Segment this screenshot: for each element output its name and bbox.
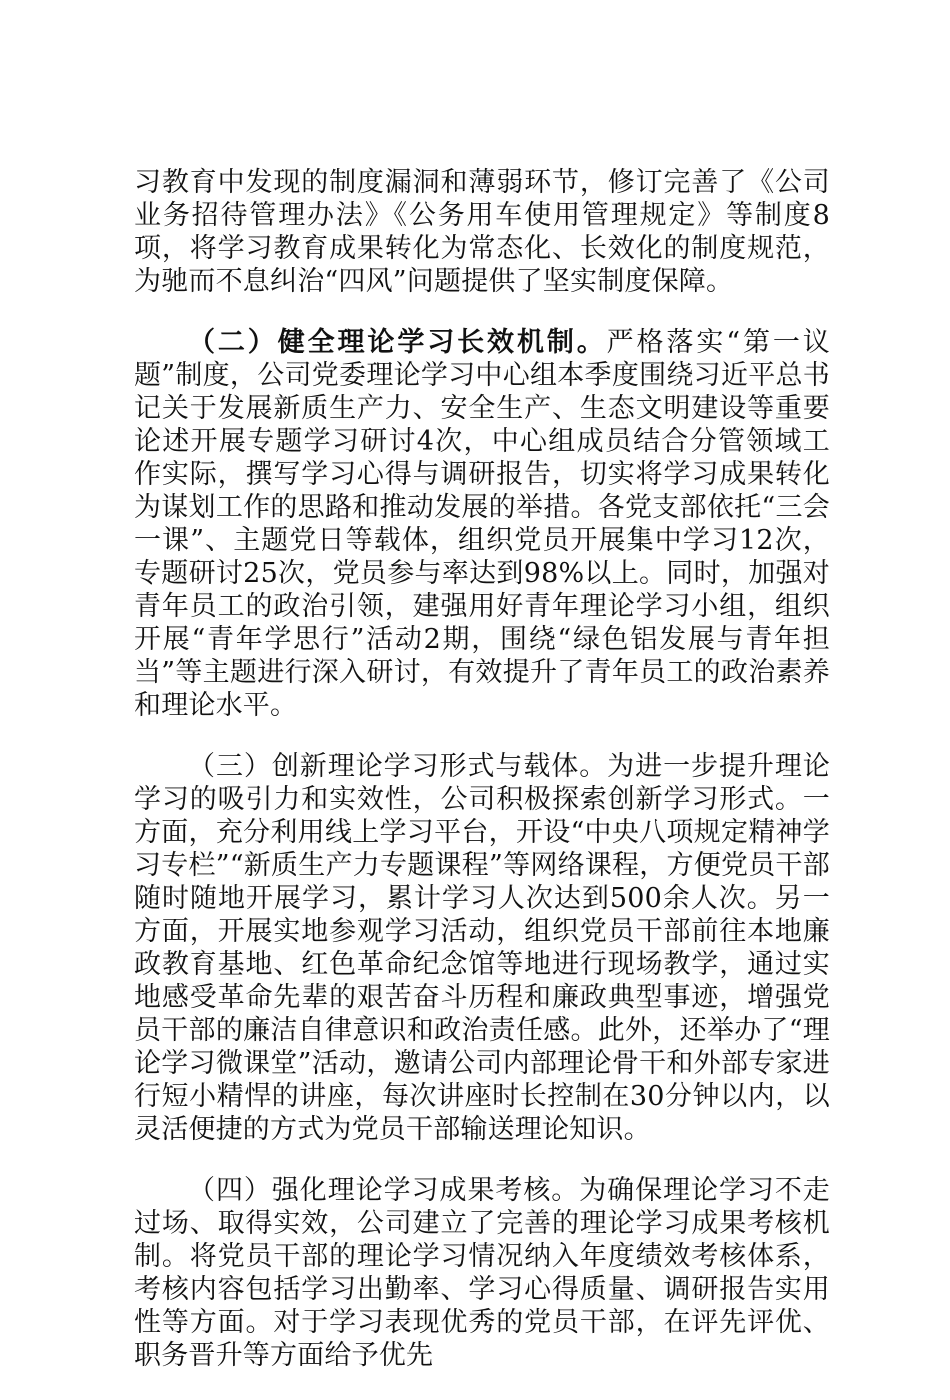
- paragraph-section-3: [134, 750, 830, 1146]
- paragraph-section-4: [134, 1174, 830, 1372]
- section-heading-2: （二）健全理论学习长效机制。: [188, 327, 607, 358]
- paragraph-text: 习教育中发现的制度漏洞和薄弱环节，修订完善了《公司业务招待管理办法》《公务用车使用管理规定》等制度8项，将学习教育成果转化为常态化、长效化的制度规范，为驰而不息纠治“四风”问题提供了坚实制度保障。: [134, 167, 830, 297]
- paragraph-text: （四）强化理论学习成果考核。为确保理论学习不走过场、取得实效，公司建立了完善的理论学习成果考核机制。将党员干部的理论学习情况纳入年度绩效考核体系，考核内容包括学习出勤率、学习心得质量、调研报告实用性等方面。对于学习表现优秀的党员干部，在评先评优、职务晋升等方面给予优先: [134, 1175, 830, 1371]
- paragraph-text: （三）创新理论学习形式与载体。为进一步提升理论学习的吸引力和实效性，公司积极探索创新学习形式。一方面，充分利用线上学习平台，开设“中央八项规定精神学习专栏”“新质生产力专题课程”等网络课程，方便党员干部随时随地开展学习，累计学习人次达到500余人次。另一方面，开展实地参观学习活动，组织党员干部前往本地廉政教育基地、红色革命纪念馆等地进行现场教学，通过实地感受革命先辈的艰苦奋斗历程和廉政典型事迹，增强党员干部的廉洁自律意识和政治责任感。此外，还举办了“理论学习微课堂”活动，邀请公司内部理论骨干和外部专家进行短小精悍的讲座，每次讲座时长控制在30分钟以内，以灵活便捷的方式为党员干部输送理论知识。: [134, 751, 830, 1145]
- paragraph-text: 严格落实“第一议题”制度，公司党委理论学习中心组本季度围绕习近平总书记关于发展新质生产力、安全生产、生态文明建设等重要论述开展专题学习研讨4次，中心组成员结合分管领域工作实际，撰写学习心得与调研报告，切实将学习成果转化为谋划工作的思路和推动发展的举措。各党支部依托“三会一课”、主题党日等载体，组织党员开展集中学习12次，专题研讨25次，党员参与率达到98%以上。同时，加强对青年员工的政治引领，建强用好青年理论学习小组，组织开展“青年学思行”活动2期，围绕“绿色铝发展与青年担当”等主题进行深入研讨，有效提升了青年员工的政治素养和理论水平。: [134, 327, 830, 721]
- paragraph-continued: [134, 166, 830, 298]
- paragraph-section-2: [134, 326, 830, 722]
- document-body: [134, 166, 830, 1400]
